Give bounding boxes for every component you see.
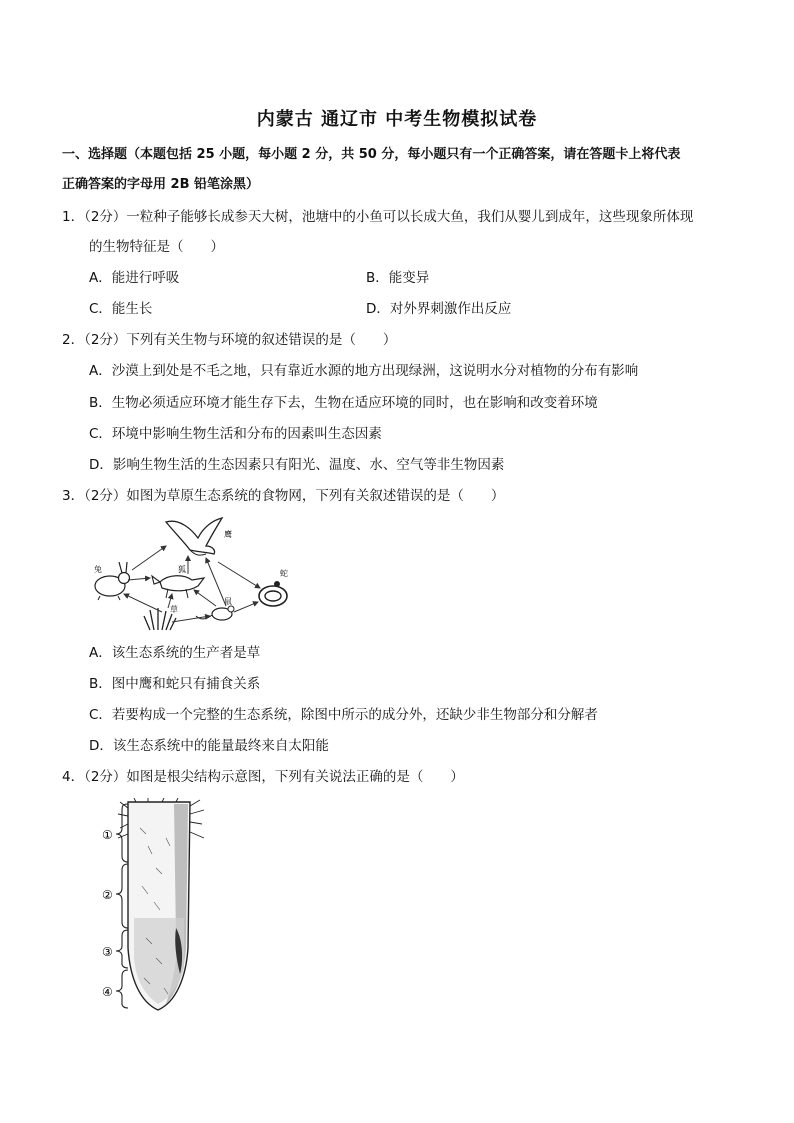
q1-option-a[interactable]: A．能进行呼吸: [89, 270, 180, 286]
snake-icon: [259, 581, 287, 606]
q3-stem: 3．（2分）如图为草原生态系统的食物网，下列有关叙述错误的是（ ）: [62, 488, 505, 504]
label-region-4: ④: [102, 985, 113, 999]
q1-option-d[interactable]: D．对外界刺激作出反应: [366, 301, 512, 317]
label-region-1: ①: [102, 828, 113, 842]
q2-option-d[interactable]: D．影响生物生活的生态因素只有阳光、温度、水、空气等非生物因素: [89, 457, 505, 473]
label-region-2: ②: [102, 888, 113, 902]
label-region-3: ③: [102, 945, 113, 959]
label-mouse: 鼠: [224, 597, 232, 606]
eagle-icon: [166, 518, 222, 555]
q3-option-c[interactable]: C．若要构成一个完整的生态系统，除图中所示的成分外，还缺少非生物部分和分解者: [89, 707, 598, 723]
q2-option-b[interactable]: B．生物必须适应环境才能生存下去，生物在适应环境的同时，也在影响和改变着环境: [89, 395, 598, 411]
section-heading-line2: 正确答案的字母用 2B 铅笔涂黑）: [62, 177, 260, 192]
q4-stem: 4．（2分）如图是根尖结构示意图，下列有关说法正确的是（ ）: [62, 769, 464, 785]
q1-stem-line2: 的生物特征是（ ）: [89, 239, 224, 255]
q2-option-a[interactable]: A．沙漠上到处是不毛之地，只有靠近水源的地方出现绿洲，这说明水分对植物的分布有影响: [89, 363, 639, 379]
q3-option-d[interactable]: D．该生态系统中的能量最终来自太阳能: [89, 738, 329, 754]
q2-stem: 2．（2分）下列有关生物与环境的叙述错误的是（ ）: [62, 332, 397, 348]
mouse-icon: [196, 606, 234, 620]
section-heading-line1: 一、选择题（本题包括 25 小题，每小题 2 分，共 50 分，每小题只有一个正确答案，请在答题卡上将代表: [62, 147, 681, 162]
food-web-figure: [88, 512, 308, 634]
label-rabbit: 兔: [94, 565, 102, 574]
root-tip-figure: [96, 798, 226, 1016]
label-grass: 草: [170, 605, 178, 614]
page-title: 内蒙古 通辽市 中考生物模拟试卷: [256, 109, 538, 130]
q2-option-c[interactable]: C．环境中影响生物生活和分布的因素叫生态因素: [89, 426, 382, 442]
q3-option-b[interactable]: B．图中鹰和蛇只有捕食关系: [89, 676, 261, 692]
fox-icon: [152, 576, 204, 598]
label-snake: 蛇: [280, 569, 288, 578]
q1-stem-line1: 1．（2分）一粒种子能够长成参天大树，池塘中的小鱼可以长成大鱼，我们从婴儿到成年，这些现象所体现: [62, 209, 694, 225]
label-eagle: 鹰: [224, 530, 232, 539]
q1-option-c[interactable]: C．能生长: [89, 301, 153, 317]
label-fox: 狐: [178, 565, 186, 574]
q3-option-a[interactable]: A．该生态系统的生产者是草: [89, 645, 261, 661]
q1-option-b[interactable]: B．能变异: [366, 270, 430, 286]
